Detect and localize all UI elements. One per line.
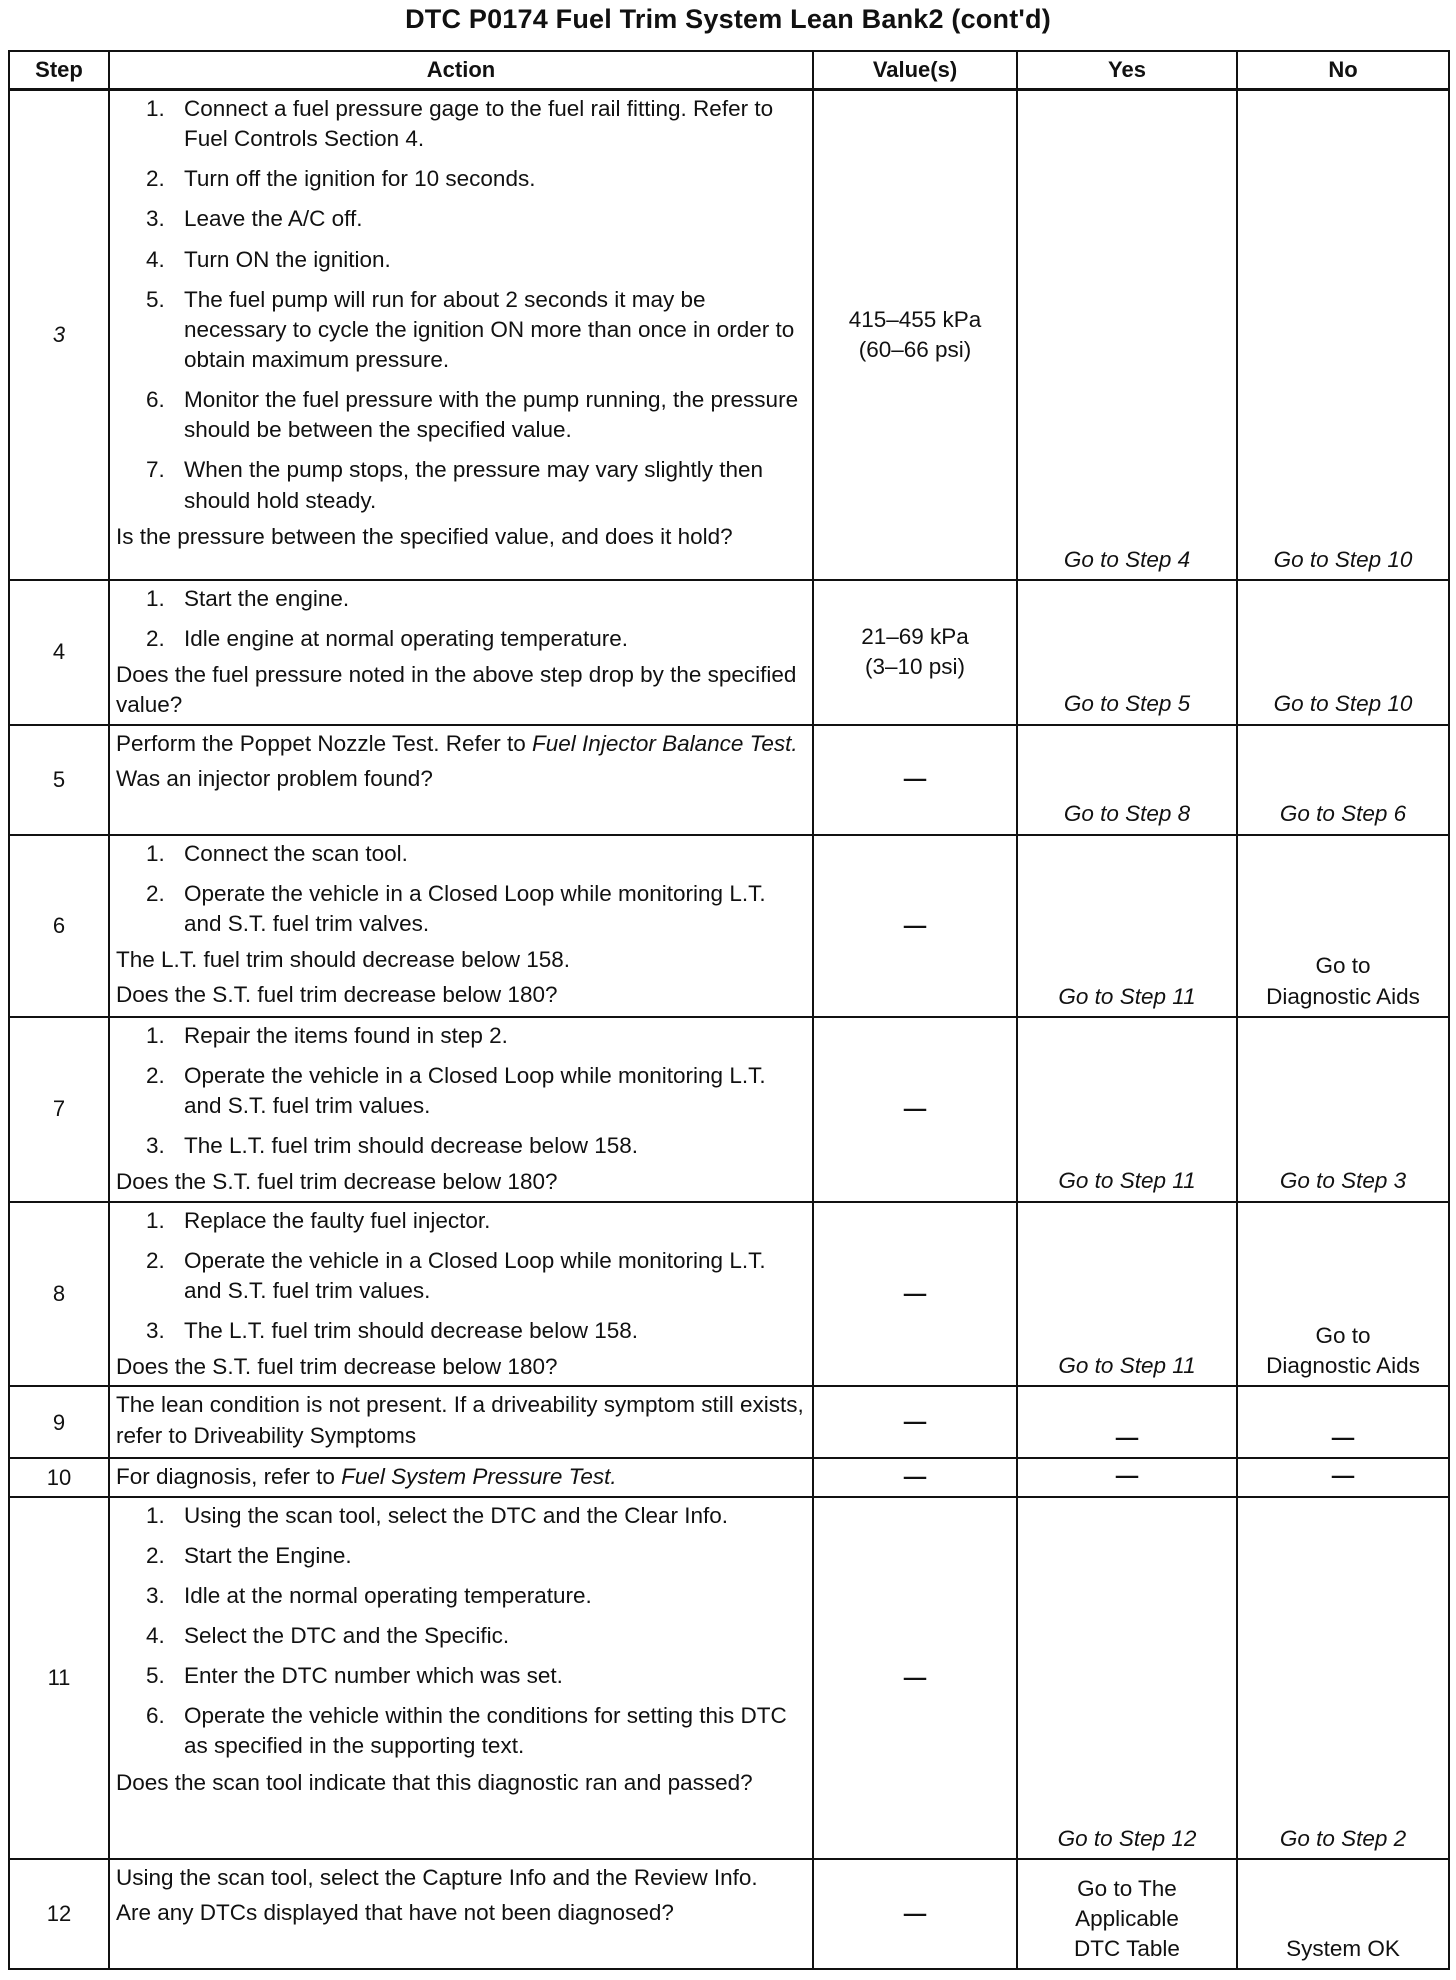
table-row-step-11 [9, 1497, 1449, 1859]
value-cell: — [813, 1017, 1017, 1202]
action-question: Does the S.T. fuel trim decrease below 180? [116, 1169, 558, 1195]
table-row-step-6 [9, 835, 1449, 1017]
yes-cell: Go to Step 5 [1017, 580, 1237, 725]
value-cell: — [813, 1859, 1017, 1969]
action-cell [109, 580, 813, 725]
action-text: The lean condition is not present. If a driveability symptom still exists, refer to Driveability Symptoms [116, 1392, 804, 1448]
table-row-step-12 [9, 1859, 1449, 1969]
list-item: 1. Start the engine. [146, 585, 350, 611]
list-item: 1. Repair the items found in step 2. [146, 1022, 508, 1048]
list-item: 1. Replace the faulty fuel injector. [146, 1207, 491, 1233]
table-row-step-10 [9, 1458, 1449, 1496]
action-cell [109, 1202, 813, 1387]
yes-cell: Go to The Applicable DTC Table [1017, 1859, 1237, 1969]
header-row [9, 51, 1449, 90]
list-item: 7. When the pump stops, the pressure may vary slightly then should hold steady. [146, 457, 764, 513]
list-item: 6. Monitor the fuel pressure with the pump running, the pressure should be between the specified value. [146, 387, 799, 443]
no-cell: Go to Step 3 [1237, 1017, 1449, 1202]
list-item: 2. Start the Engine. [146, 1542, 352, 1568]
value-cell: 415–455 kPa (60–66 psi) [813, 90, 1017, 580]
step-number: 12 [9, 1859, 109, 1969]
no-cell: Go to Step 10 [1237, 90, 1449, 580]
action-cell [109, 1458, 813, 1496]
action-note: The L.T. fuel trim should decrease below 158. [116, 947, 570, 973]
value-cell: — [813, 725, 1017, 835]
header-step: Step [9, 51, 109, 90]
step-number: 10 [9, 1458, 109, 1496]
list-item: 3. Idle at the normal operating temperature. [146, 1582, 592, 1608]
action-question: Does the scan tool indicate that this diagnostic ran and passed? [116, 1769, 753, 1795]
list-item: 2. Turn off the ignition for 10 seconds. [146, 166, 536, 192]
yes-cell: Go to Step 11 [1017, 1017, 1237, 1202]
action-text: Perform the Poppet Nozzle Test. Refer to Fuel Injector Balance Test. [116, 730, 798, 756]
action-cell [109, 1017, 813, 1202]
action-question: Does the S.T. fuel trim decrease below 180? [116, 1354, 558, 1380]
list-item: 5. Enter the DTC number which was set. [146, 1663, 563, 1689]
step-number: 4 [9, 580, 109, 725]
reference-link: Fuel Injector Balance Test. [532, 730, 798, 756]
value-cell: — [813, 1386, 1017, 1458]
yes-cell: Go to Step 11 [1017, 835, 1237, 1017]
action-question: Does the S.T. fuel trim decrease below 180? [116, 982, 558, 1008]
action-text: For diagnosis, refer to Fuel System Pressure Test. [116, 1464, 617, 1490]
header-no: No [1237, 51, 1449, 90]
yes-cell: — [1017, 1386, 1237, 1458]
list-item: 3. The L.T. fuel trim should decrease below 158. [146, 1317, 638, 1343]
table-row-step-9 [9, 1386, 1449, 1458]
action-cell [109, 835, 813, 1017]
yes-cell: Go to Step 11 [1017, 1202, 1237, 1387]
list-item: 2. Operate the vehicle in a Closed Loop while monitoring L.T. and S.T. fuel trim values. [146, 1062, 766, 1118]
action-cell [109, 1497, 813, 1859]
list-item: 1. Using the scan tool, select the DTC and the Clear Info. [146, 1502, 729, 1528]
action-question: Is the pressure between the specified value, and does it hold? [116, 523, 733, 549]
step-number: 5 [9, 725, 109, 835]
header-value: Value(s) [813, 51, 1017, 90]
action-cell [109, 725, 813, 835]
action-cell [109, 90, 813, 580]
no-cell: System OK [1237, 1859, 1449, 1969]
step-number: 11 [9, 1497, 109, 1859]
value-cell: — [813, 1458, 1017, 1496]
step-number: 3 [9, 90, 109, 580]
yes-cell: Go to Step 12 [1017, 1497, 1237, 1859]
header-yes: Yes [1017, 51, 1237, 90]
yes-cell: — [1017, 1458, 1237, 1496]
no-cell: Go to Step 6 [1237, 725, 1449, 835]
reference-link: Fuel System Pressure Test. [341, 1464, 617, 1490]
no-cell: Go to Step 10 [1237, 580, 1449, 725]
list-item: 2. Operate the vehicle in a Closed Loop while monitoring L.T. and S.T. fuel trim valves. [146, 880, 766, 936]
action-cell [109, 1859, 813, 1969]
table-row-step-4 [9, 580, 1449, 725]
value-cell: 21–69 kPa (3–10 psi) [813, 580, 1017, 725]
table-row-step-7 [9, 1017, 1449, 1202]
step-number: 7 [9, 1017, 109, 1202]
no-cell: Go to Step 2 [1237, 1497, 1449, 1859]
list-item: 2. Idle engine at normal operating temperature. [146, 626, 629, 651]
action-question: Are any DTCs displayed that have not been diagnosed? [116, 1899, 674, 1925]
list-item: 1. Connect the scan tool. [146, 840, 408, 866]
value-cell: — [813, 1497, 1017, 1859]
list-item: 4. Turn ON the ignition. [146, 246, 391, 272]
step-number: 6 [9, 835, 109, 1017]
no-cell: — [1237, 1458, 1449, 1496]
no-cell: Go to Diagnostic Aids [1237, 1202, 1449, 1387]
list-item: 1. Connect a fuel pressure gage to the fuel rail fitting. Refer to Fuel Controls Section 4. [146, 96, 774, 152]
yes-cell: Go to Step 4 [1017, 90, 1237, 580]
table-row-step-5 [9, 725, 1449, 835]
step-number: 9 [9, 1386, 109, 1458]
list-item: 6. Operate the vehicle within the conditions for setting this DTC as specified in the supporting text. [146, 1703, 787, 1759]
list-item: 3. The L.T. fuel trim should decrease below 158. [146, 1133, 638, 1159]
action-cell [109, 1386, 813, 1458]
list-item: 4. Select the DTC and the Specific. [146, 1623, 510, 1648]
list-item: 3. Leave the A/C off. [146, 206, 363, 232]
value-cell: — [813, 1202, 1017, 1387]
action-question: Was an injector problem found? [116, 765, 433, 791]
header-action: Action [109, 51, 813, 90]
yes-cell: Go to Step 8 [1017, 725, 1237, 835]
value-cell: — [813, 835, 1017, 1017]
action-text: Using the scan tool, select the Capture Info and the Review Info. [116, 1864, 758, 1890]
list-item: 2. Operate the vehicle in a Closed Loop while monitoring L.T. and S.T. fuel trim values. [146, 1247, 766, 1303]
list-item: 5. The fuel pump will run for about 2 seconds it may be necessary to cycle the ignition ON more than once in order to obtain maximum pressure. [146, 286, 795, 372]
no-cell: — [1237, 1386, 1449, 1458]
no-cell: Go to Diagnostic Aids [1237, 835, 1449, 1017]
table-row-step-8 [9, 1202, 1449, 1387]
action-question: Does the fuel pressure noted in the above step drop by the specified value? [116, 662, 797, 718]
step-number: 8 [9, 1202, 109, 1387]
page-title: DTC P0174 Fuel Trim System Lean Bank2 (cont'd) [405, 4, 1051, 34]
dtc-table [8, 50, 1450, 1970]
table-row-step-3 [9, 90, 1449, 580]
